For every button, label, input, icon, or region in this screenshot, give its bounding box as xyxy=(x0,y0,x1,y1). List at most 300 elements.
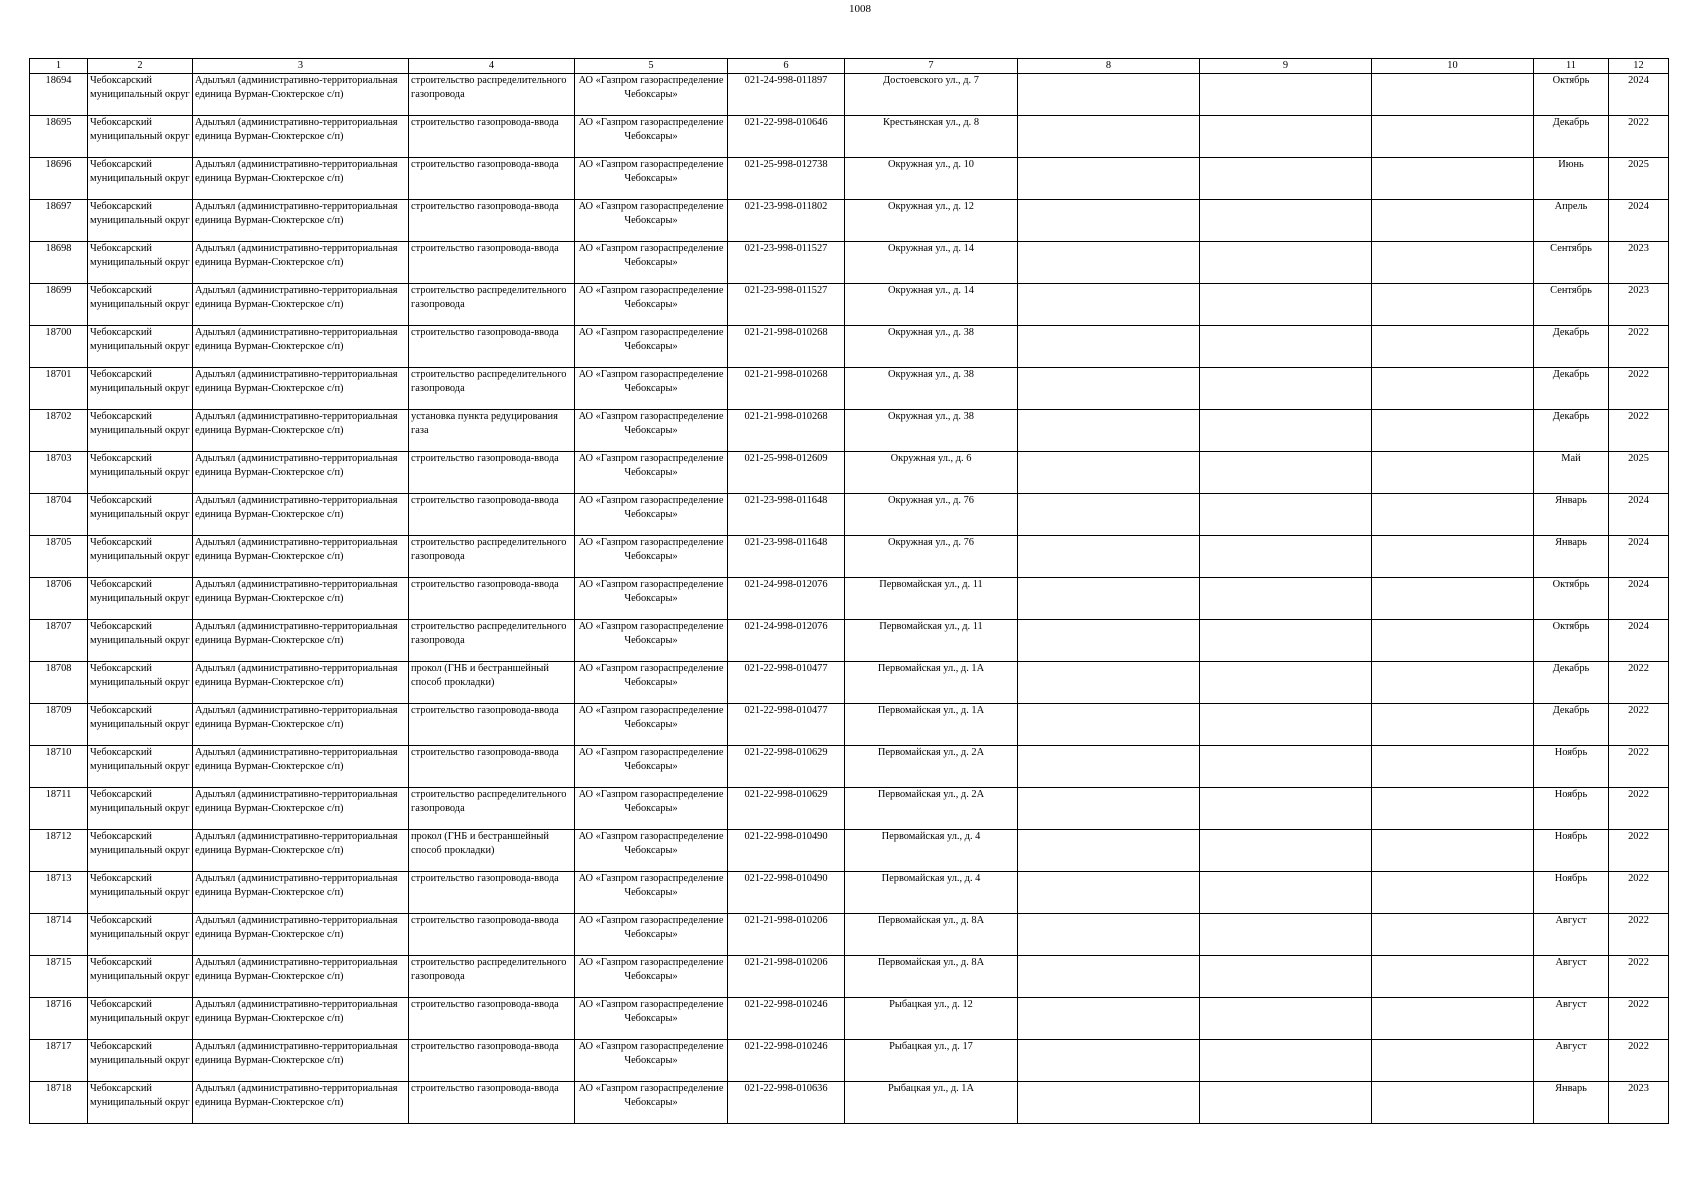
cell-text: Декабрь xyxy=(1552,663,1590,674)
column-header-9: 9 xyxy=(1200,59,1372,74)
cell-month xyxy=(1534,788,1609,830)
cell-org xyxy=(575,620,728,662)
cell-org xyxy=(575,578,728,620)
cell-text: Окружная ул., д. 12 xyxy=(888,201,974,212)
cell-text: строительство распределительного газопровода xyxy=(411,789,567,814)
cell-num xyxy=(30,914,88,956)
cell-text: Адылъял (административно-территориальная единица Вурман-Сюктерское с/п) xyxy=(195,495,398,520)
cell-org xyxy=(575,410,728,452)
cell-c8 xyxy=(1018,1082,1200,1124)
cell-c10 xyxy=(1372,704,1534,746)
cell-settlement xyxy=(193,242,409,284)
cell-district xyxy=(88,998,193,1040)
cell-district xyxy=(88,326,193,368)
cell-text: строительство газопровода-ввода xyxy=(411,327,559,338)
cell-c8 xyxy=(1018,914,1200,956)
cell-text: 18716 xyxy=(45,999,72,1010)
cell-month xyxy=(1534,578,1609,620)
cell-district xyxy=(88,284,193,326)
cell-org xyxy=(575,536,728,578)
cell-year xyxy=(1609,872,1669,914)
cell-text: Чебоксарский муниципальный округ xyxy=(90,201,190,226)
cell-text: строительство газопровода-ввода xyxy=(411,243,559,254)
table-row xyxy=(30,872,1669,914)
cell-text: 2022 xyxy=(1628,663,1649,674)
cell-work xyxy=(409,242,575,284)
cell-text: Адылъял (административно-территориальная единица Вурман-Сюктерское с/п) xyxy=(195,369,398,394)
cell-district xyxy=(88,1040,193,1082)
cell-text: строительство распределительного газопровода xyxy=(411,621,567,646)
cell-district xyxy=(88,368,193,410)
cell-text: 2024 xyxy=(1628,201,1649,212)
cell-settlement xyxy=(193,662,409,704)
cell-text: 021-22-998-010246 xyxy=(744,1041,828,1052)
cell-text: 021-22-998-010246 xyxy=(744,999,828,1010)
cell-year xyxy=(1609,410,1669,452)
cell-text: 021-23-998-011527 xyxy=(744,285,828,296)
cell-c9 xyxy=(1200,830,1372,872)
cell-address xyxy=(845,1040,1018,1082)
cell-c8 xyxy=(1018,284,1200,326)
cell-code xyxy=(728,284,845,326)
cell-c8 xyxy=(1018,494,1200,536)
cell-text: АО «Газпром газораспределение Чебоксары» xyxy=(578,75,724,100)
cell-text: 18711 xyxy=(45,789,72,800)
cell-c10 xyxy=(1372,830,1534,872)
table-row xyxy=(30,242,1669,284)
cell-settlement xyxy=(193,620,409,662)
cell-c9 xyxy=(1200,326,1372,368)
cell-code xyxy=(728,242,845,284)
cell-text: АО «Газпром газораспределение Чебоксары» xyxy=(578,285,724,310)
cell-text: строительство газопровода-ввода xyxy=(411,579,559,590)
cell-year xyxy=(1609,284,1669,326)
cell-address xyxy=(845,284,1018,326)
cell-text: АО «Газпром газораспределение Чебоксары» xyxy=(578,537,724,562)
cell-text: Адылъял (административно-территориальная единица Вурман-Сюктерское с/п) xyxy=(195,999,398,1024)
cell-month xyxy=(1534,704,1609,746)
table-row xyxy=(30,200,1669,242)
table-row xyxy=(30,578,1669,620)
cell-c9 xyxy=(1200,74,1372,116)
cell-address xyxy=(845,1082,1018,1124)
cell-text: строительство распределительного газопровода xyxy=(411,957,567,982)
cell-num xyxy=(30,74,88,116)
cell-num xyxy=(30,872,88,914)
table-row xyxy=(30,956,1669,998)
cell-text: 18706 xyxy=(45,579,72,590)
cell-text: Чебоксарский муниципальный округ xyxy=(90,495,190,520)
cell-work xyxy=(409,1082,575,1124)
cell-year xyxy=(1609,200,1669,242)
cell-text: 18695 xyxy=(45,117,72,128)
cell-district xyxy=(88,956,193,998)
cell-settlement xyxy=(193,788,409,830)
cell-num xyxy=(30,536,88,578)
cell-text: Адылъял (административно-территориальная единица Вурман-Сюктерское с/п) xyxy=(195,873,398,898)
table-row xyxy=(30,368,1669,410)
cell-text: 2024 xyxy=(1628,75,1649,86)
cell-year xyxy=(1609,662,1669,704)
cell-num xyxy=(30,830,88,872)
cell-work xyxy=(409,326,575,368)
cell-text: строительство распределительного газопровода xyxy=(411,369,567,394)
cell-year xyxy=(1609,242,1669,284)
cell-work xyxy=(409,410,575,452)
cell-text: Первомайская ул., д. 8А xyxy=(877,957,985,968)
cell-month xyxy=(1534,914,1609,956)
cell-year xyxy=(1609,1040,1669,1082)
cell-text: 021-22-998-010477 xyxy=(744,663,828,674)
cell-district xyxy=(88,452,193,494)
cell-c10 xyxy=(1372,998,1534,1040)
cell-text: Адылъял (административно-территориальная единица Вурман-Сюктерское с/п) xyxy=(195,831,398,856)
cell-org xyxy=(575,872,728,914)
table-row xyxy=(30,536,1669,578)
cell-year xyxy=(1609,1082,1669,1124)
cell-text: строительство газопровода-ввода xyxy=(411,495,559,506)
cell-text: 2023 xyxy=(1628,285,1649,296)
cell-text: АО «Газпром газораспределение Чебоксары» xyxy=(578,621,724,646)
cell-district xyxy=(88,494,193,536)
cell-settlement xyxy=(193,914,409,956)
cell-code xyxy=(728,830,845,872)
cell-text: Адылъял (административно-территориальная единица Вурман-Сюктерское с/п) xyxy=(195,747,398,772)
cell-text: Ноябрь xyxy=(1554,873,1588,884)
table-row xyxy=(30,74,1669,116)
cell-district xyxy=(88,200,193,242)
cell-text: 18714 xyxy=(45,915,72,926)
cell-text: АО «Газпром газораспределение Чебоксары» xyxy=(578,1083,724,1108)
cell-text: строительство газопровода-ввода xyxy=(411,453,559,464)
cell-text: Декабрь xyxy=(1552,369,1590,380)
cell-text: строительство газопровода-ввода xyxy=(411,873,559,884)
cell-text: 2024 xyxy=(1628,621,1649,632)
table-row xyxy=(30,494,1669,536)
cell-text: строительство газопровода-ввода xyxy=(411,1083,559,1094)
cell-text: строительство газопровода-ввода xyxy=(411,705,559,716)
cell-year xyxy=(1609,326,1669,368)
cell-text: АО «Газпром газораспределение Чебоксары» xyxy=(578,831,724,856)
cell-c8 xyxy=(1018,536,1200,578)
cell-text: АО «Газпром газораспределение Чебоксары» xyxy=(578,243,724,268)
cell-text: Первомайская ул., д. 1А xyxy=(877,663,985,674)
cell-c10 xyxy=(1372,368,1534,410)
cell-num xyxy=(30,242,88,284)
cell-year xyxy=(1609,578,1669,620)
cell-work xyxy=(409,578,575,620)
cell-text: Чебоксарский муниципальный округ xyxy=(90,747,190,772)
cell-work xyxy=(409,74,575,116)
cell-month xyxy=(1534,662,1609,704)
cell-text: 2024 xyxy=(1628,495,1649,506)
cell-text: Адылъял (административно-территориальная единица Вурман-Сюктерское с/п) xyxy=(195,789,398,814)
table-row xyxy=(30,914,1669,956)
cell-month xyxy=(1534,830,1609,872)
table-row xyxy=(30,116,1669,158)
cell-year xyxy=(1609,956,1669,998)
table-row xyxy=(30,830,1669,872)
cell-text: Август xyxy=(1555,915,1587,926)
cell-text: 021-22-998-010490 xyxy=(744,831,828,842)
cell-address xyxy=(845,704,1018,746)
cell-code xyxy=(728,494,845,536)
cell-org xyxy=(575,1040,728,1082)
cell-c8 xyxy=(1018,662,1200,704)
cell-text: 18709 xyxy=(45,705,72,716)
column-header-2: 2 xyxy=(88,59,193,74)
cell-text: АО «Газпром газораспределение Чебоксары» xyxy=(578,495,724,520)
cell-address xyxy=(845,326,1018,368)
cell-text: 021-24-998-012076 xyxy=(744,621,828,632)
cell-text: Чебоксарский муниципальный округ xyxy=(90,327,190,352)
cell-text: Окружная ул., д. 76 xyxy=(888,495,974,506)
cell-c10 xyxy=(1372,536,1534,578)
cell-org xyxy=(575,830,728,872)
cell-code xyxy=(728,368,845,410)
cell-text: Окружная ул., д. 38 xyxy=(888,411,974,422)
cell-text: Апрель xyxy=(1554,201,1588,212)
cell-text: Адылъял (административно-территориальная единица Вурман-Сюктерское с/п) xyxy=(195,705,398,730)
cell-text: 18712 xyxy=(45,831,72,842)
cell-month xyxy=(1534,746,1609,788)
cell-text: Адылъял (административно-территориальная единица Вурман-Сюктерское с/п) xyxy=(195,159,398,184)
cell-num xyxy=(30,200,88,242)
cell-address xyxy=(845,956,1018,998)
cell-c9 xyxy=(1200,116,1372,158)
cell-text: Июнь xyxy=(1558,159,1584,170)
table-row xyxy=(30,998,1669,1040)
cell-month xyxy=(1534,956,1609,998)
cell-text: 18703 xyxy=(45,453,72,464)
cell-text: Ноябрь xyxy=(1554,831,1588,842)
cell-month xyxy=(1534,494,1609,536)
cell-c9 xyxy=(1200,1040,1372,1082)
cell-address xyxy=(845,74,1018,116)
cell-district xyxy=(88,830,193,872)
cell-text: Чебоксарский муниципальный округ xyxy=(90,159,190,184)
cell-address xyxy=(845,998,1018,1040)
cell-c10 xyxy=(1372,1040,1534,1082)
cell-text: 2022 xyxy=(1628,873,1649,884)
cell-address xyxy=(845,872,1018,914)
cell-text: Декабрь xyxy=(1552,327,1590,338)
cell-text: 021-23-998-011802 xyxy=(744,201,828,212)
cell-code xyxy=(728,578,845,620)
table-row xyxy=(30,662,1669,704)
cell-c8 xyxy=(1018,452,1200,494)
cell-num xyxy=(30,116,88,158)
column-header-5: 5 xyxy=(575,59,728,74)
cell-text: Первомайская ул., д. 11 xyxy=(879,621,983,632)
cell-text: Первомайская ул., д. 1А xyxy=(877,705,985,716)
cell-code xyxy=(728,872,845,914)
cell-text: АО «Газпром газораспределение Чебоксары» xyxy=(578,957,724,982)
cell-text: 18700 xyxy=(45,327,72,338)
cell-org xyxy=(575,158,728,200)
cell-code xyxy=(728,200,845,242)
cell-c8 xyxy=(1018,704,1200,746)
cell-text: 2024 xyxy=(1628,579,1649,590)
cell-text: Рыбацкая ул., д. 17 xyxy=(889,1041,973,1052)
cell-year xyxy=(1609,116,1669,158)
cell-text: 021-22-998-010636 xyxy=(744,1083,828,1094)
cell-address xyxy=(845,158,1018,200)
cell-code xyxy=(728,410,845,452)
cell-c8 xyxy=(1018,1040,1200,1082)
cell-district xyxy=(88,578,193,620)
cell-code xyxy=(728,158,845,200)
cell-text: 021-21-998-010206 xyxy=(744,915,828,926)
cell-c8 xyxy=(1018,368,1200,410)
cell-text: Адылъял (административно-территориальная единица Вурман-Сюктерское с/п) xyxy=(195,663,398,688)
cell-text: Адылъял (административно-территориальная единица Вурман-Сюктерское с/п) xyxy=(195,117,398,142)
cell-text: АО «Газпром газораспределение Чебоксары» xyxy=(578,579,724,604)
cell-text: Декабрь xyxy=(1552,411,1590,422)
cell-text: строительство газопровода-ввода xyxy=(411,1041,559,1052)
cell-text: Чебоксарский муниципальный округ xyxy=(90,369,190,394)
cell-text: 021-24-998-011897 xyxy=(744,75,828,86)
cell-text: 18705 xyxy=(45,537,72,548)
cell-text: Август xyxy=(1555,957,1587,968)
cell-district xyxy=(88,74,193,116)
cell-code xyxy=(728,998,845,1040)
cell-text: Чебоксарский муниципальный округ xyxy=(90,957,190,982)
cell-text: АО «Газпром газораспределение Чебоксары» xyxy=(578,747,724,772)
cell-month xyxy=(1534,536,1609,578)
cell-settlement xyxy=(193,704,409,746)
cell-c9 xyxy=(1200,914,1372,956)
cell-c9 xyxy=(1200,242,1372,284)
cell-year xyxy=(1609,494,1669,536)
cell-month xyxy=(1534,998,1609,1040)
cell-text: Август xyxy=(1555,999,1587,1010)
cell-text: Окружная ул., д. 14 xyxy=(888,243,974,254)
cell-text: 2022 xyxy=(1628,915,1649,926)
cell-c8 xyxy=(1018,620,1200,662)
cell-text: Чебоксарский муниципальный округ xyxy=(90,75,190,100)
cell-settlement xyxy=(193,830,409,872)
cell-text: 18713 xyxy=(45,873,72,884)
cell-text: Чебоксарский муниципальный округ xyxy=(90,999,190,1024)
cell-text: 18708 xyxy=(45,663,72,674)
cell-text: Адылъял (административно-территориальная единица Вурман-Сюктерское с/п) xyxy=(195,537,398,562)
cell-num xyxy=(30,494,88,536)
cell-c8 xyxy=(1018,872,1200,914)
cell-text: Чебоксарский муниципальный округ xyxy=(90,285,190,310)
cell-work xyxy=(409,536,575,578)
cell-text: прокол (ГНБ и бестраншейный способ прокладки) xyxy=(411,831,549,856)
cell-c10 xyxy=(1372,410,1534,452)
cell-text: строительство газопровода-ввода xyxy=(411,159,559,170)
cell-c10 xyxy=(1372,200,1534,242)
cell-work xyxy=(409,914,575,956)
cell-text: Январь xyxy=(1555,495,1587,506)
cell-c9 xyxy=(1200,1082,1372,1124)
cell-text: АО «Газпром газораспределение Чебоксары» xyxy=(578,705,724,730)
cell-text: Октябрь xyxy=(1552,621,1590,632)
table-row xyxy=(30,1082,1669,1124)
cell-code xyxy=(728,116,845,158)
cell-text: 18698 xyxy=(45,243,72,254)
table-row xyxy=(30,158,1669,200)
cell-year xyxy=(1609,914,1669,956)
cell-text: Рыбацкая ул., д. 1А xyxy=(888,1083,974,1094)
cell-c9 xyxy=(1200,662,1372,704)
cell-district xyxy=(88,914,193,956)
cell-address xyxy=(845,368,1018,410)
cell-org xyxy=(575,1082,728,1124)
cell-text: АО «Газпром газораспределение Чебоксары» xyxy=(578,453,724,478)
cell-code xyxy=(728,704,845,746)
cell-text: Первомайская ул., д. 11 xyxy=(879,579,983,590)
cell-text: Адылъял (административно-территориальная единица Вурман-Сюктерское с/п) xyxy=(195,243,398,268)
cell-text: 2024 xyxy=(1628,537,1649,548)
cell-work xyxy=(409,620,575,662)
cell-text: АО «Газпром газораспределение Чебоксары» xyxy=(578,999,724,1024)
cell-org xyxy=(575,956,728,998)
page-number: 1008 xyxy=(849,3,871,15)
cell-c10 xyxy=(1372,326,1534,368)
cell-year xyxy=(1609,74,1669,116)
cell-settlement xyxy=(193,410,409,452)
cell-text: 021-23-998-011648 xyxy=(744,495,828,506)
cell-num xyxy=(30,998,88,1040)
cell-work xyxy=(409,368,575,410)
cell-text: 2022 xyxy=(1628,831,1649,842)
cell-c10 xyxy=(1372,578,1534,620)
cell-num xyxy=(30,956,88,998)
cell-text: строительство газопровода-ввода xyxy=(411,999,559,1010)
cell-settlement xyxy=(193,368,409,410)
cell-text: Август xyxy=(1555,1041,1587,1052)
cell-text: 021-21-998-010268 xyxy=(744,369,828,380)
cell-text: 2022 xyxy=(1628,747,1649,758)
cell-year xyxy=(1609,620,1669,662)
cell-text: 18694 xyxy=(45,75,72,86)
cell-text: Чебоксарский муниципальный округ xyxy=(90,621,190,646)
column-header-11: 11 xyxy=(1534,59,1609,74)
cell-text: Адылъял (административно-территориальная единица Вурман-Сюктерское с/п) xyxy=(195,327,398,352)
cell-year xyxy=(1609,788,1669,830)
cell-num xyxy=(30,158,88,200)
cell-district xyxy=(88,872,193,914)
cell-text: Достоевского ул., д. 7 xyxy=(883,75,979,86)
cell-num xyxy=(30,1040,88,1082)
cell-c10 xyxy=(1372,452,1534,494)
cell-org xyxy=(575,746,728,788)
cell-text: 021-21-998-010206 xyxy=(744,957,828,968)
cell-org xyxy=(575,242,728,284)
cell-c8 xyxy=(1018,956,1200,998)
cell-text: Адылъял (административно-территориальная единица Вурман-Сюктерское с/п) xyxy=(195,411,398,436)
cell-c9 xyxy=(1200,872,1372,914)
cell-c9 xyxy=(1200,536,1372,578)
cell-text: Сентябрь xyxy=(1550,285,1592,296)
cell-c10 xyxy=(1372,662,1534,704)
cell-text: строительство газопровода-ввода xyxy=(411,201,559,212)
table-row xyxy=(30,284,1669,326)
cell-settlement xyxy=(193,200,409,242)
cell-work xyxy=(409,998,575,1040)
cell-text: 021-21-998-010268 xyxy=(744,411,828,422)
cell-c9 xyxy=(1200,998,1372,1040)
cell-text: 021-22-998-010490 xyxy=(744,873,828,884)
cell-work xyxy=(409,788,575,830)
cell-address xyxy=(845,410,1018,452)
cell-month xyxy=(1534,410,1609,452)
cell-c9 xyxy=(1200,578,1372,620)
